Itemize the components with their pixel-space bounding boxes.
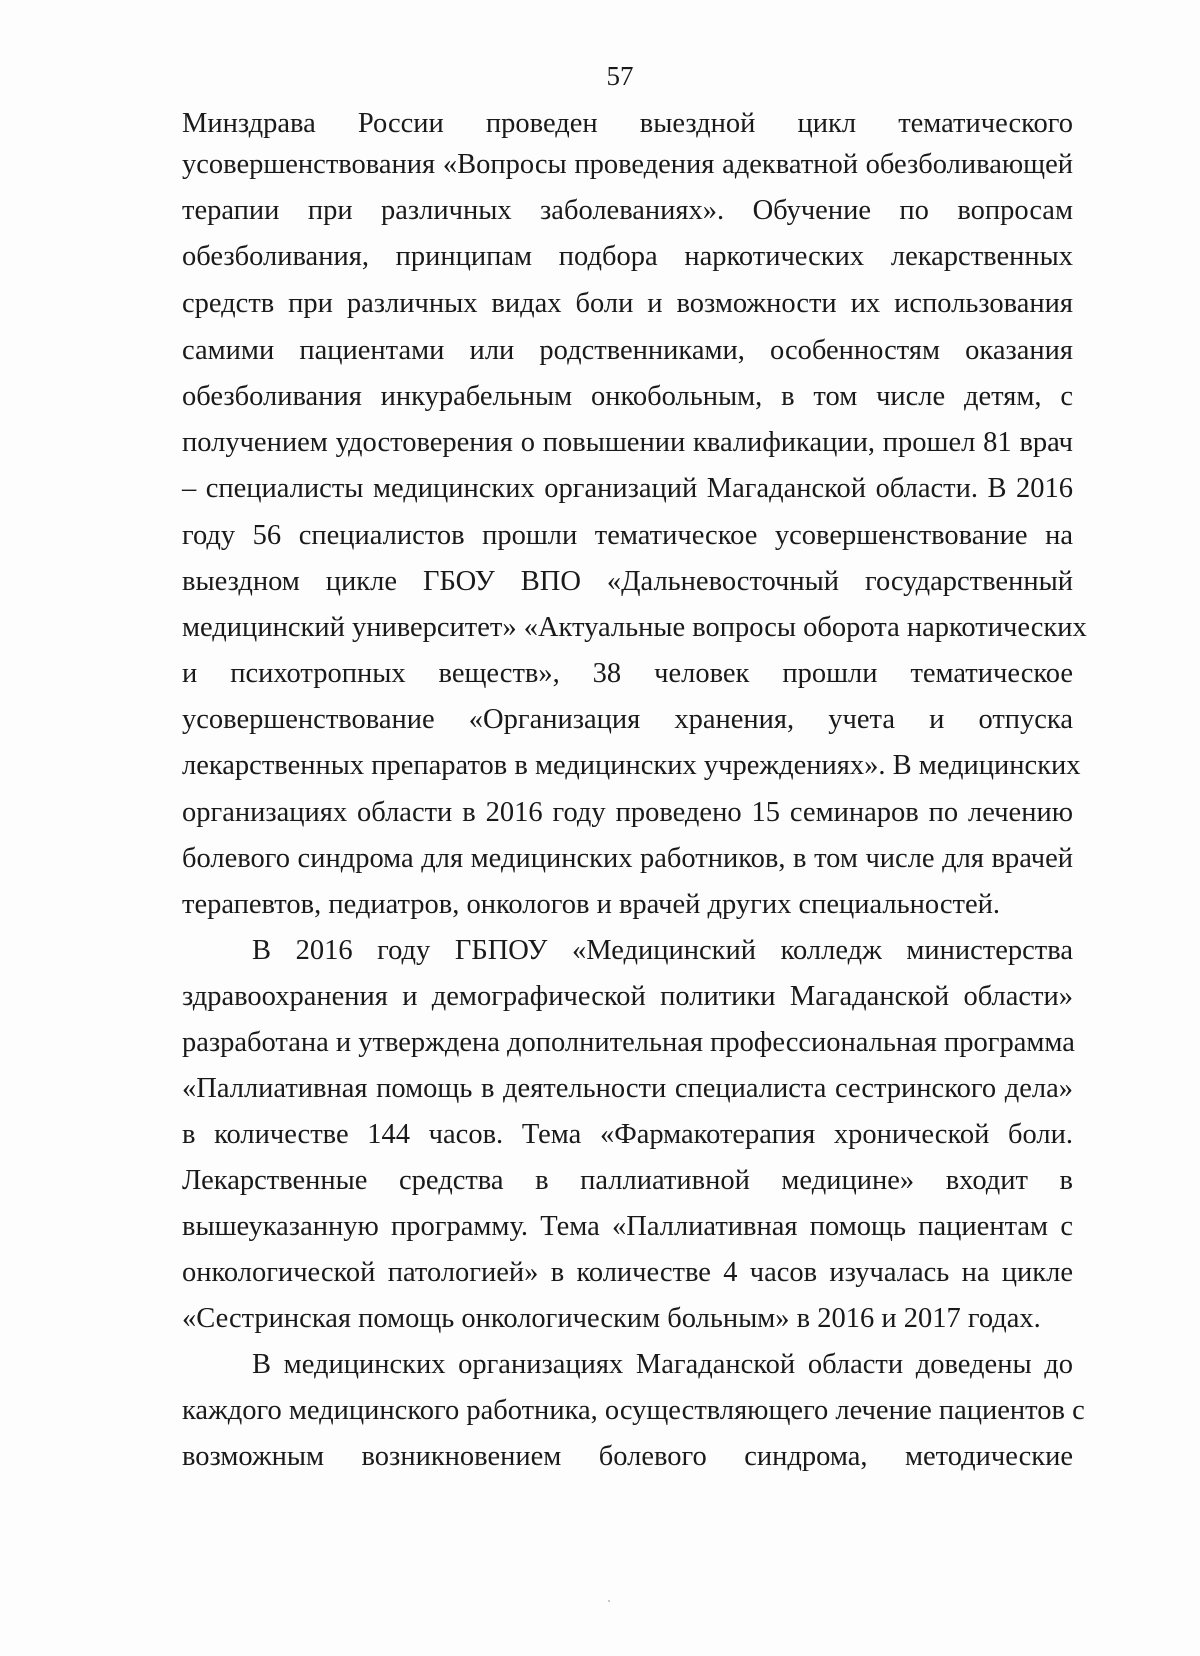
text-line: обезболивания, принципам подбора наркотических лекарственных: [182, 241, 1073, 272]
text-line: терапии при различных заболеваниях». Обучение по вопросам: [182, 195, 1073, 226]
text-line: в количестве 144 часов. Тема «Фармакотерапия хронической боли.: [182, 1119, 1073, 1150]
text-line: «Сестринская помощь онкологическим больным» в 2016 и 2017 годах.: [182, 1303, 1041, 1334]
text-line: усовершенствования «Вопросы проведения адекватной обезболивающей: [182, 149, 1073, 180]
text-line: В 2016 году ГБПОУ «Медицинский колледж министерства: [252, 935, 1073, 966]
text-line: онкологической патологией» в количестве 4 часов изучалась на цикле: [182, 1257, 1073, 1288]
text-line: Лекарственные средства в паллиативной медицине» входит в: [182, 1165, 1073, 1196]
text-line: вышеуказанную программу. Тема «Паллиативная помощь пациентам с: [182, 1211, 1073, 1242]
text-line: «Паллиативная помощь в деятельности специалиста сестринского дела»: [182, 1073, 1073, 1104]
text-line: возможным возникновением болевого синдрома, методические: [182, 1441, 1073, 1472]
text-line: году 56 специалистов прошли тематическое усовершенствование на: [182, 520, 1073, 551]
page-number: 57: [606, 61, 634, 91]
text-line: каждого медицинского работника, осуществляющего лечение пациентов с: [182, 1395, 1085, 1426]
text-line: терапевтов, педиатров, онкологов и врачей других специальностей.: [182, 889, 1000, 920]
text-line: и психотропных веществ», 38 человек прошли тематическое: [182, 658, 1073, 689]
text-line: получением удостоверения о повышении квалификации, прошел 81 врач: [182, 427, 1073, 458]
text-line: лекарственных препаратов в медицинских учреждениях». В медицинских: [182, 750, 1081, 781]
text-line: выездном цикле ГБОУ ВПО «Дальневосточный государственный: [182, 566, 1073, 597]
text-line: медицинский университет» «Актуальные вопросы оборота наркотических: [182, 612, 1087, 643]
text-line: Минздрава России проведен выездной цикл тематического: [182, 108, 1073, 139]
text-line: обезболивания инкурабельным онкобольным, в том числе детям, с: [182, 381, 1073, 412]
text-line: усовершенствование «Организация хранения, учета и отпуска: [182, 704, 1073, 735]
text-line: здравоохранения и демографической политики Магаданской области»: [182, 981, 1073, 1012]
text-line: болевого синдрома для медицинских работников, в том числе для врачей: [182, 843, 1073, 874]
text-line: В медицинских организациях Магаданской области доведены до: [252, 1349, 1073, 1380]
text-line: разработана и утверждена дополнительная профессиональная программа: [182, 1027, 1075, 1058]
scan-speck: [608, 1600, 610, 1602]
text-line: организациях области в 2016 году проведено 15 семинаров по лечению: [182, 797, 1073, 828]
text-line: самими пациентами или родственниками, особенностям оказания: [182, 335, 1073, 366]
text-line: средств при различных видах боли и возможности их использования: [182, 288, 1073, 319]
text-line: – специалисты медицинских организаций Магаданской области. В 2016: [182, 473, 1073, 504]
